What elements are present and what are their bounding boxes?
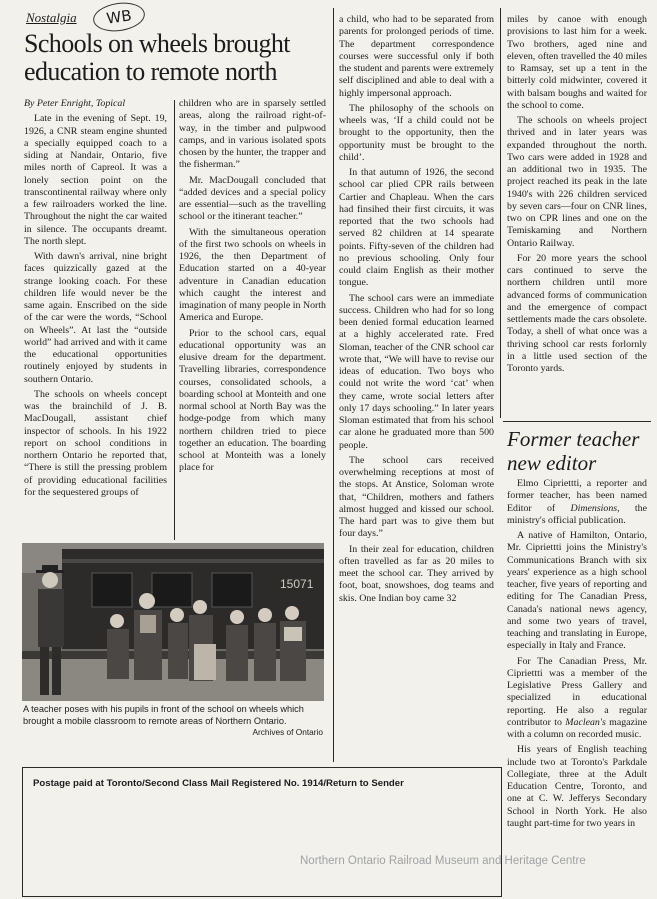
photo-credit: Archives of Ontario: [252, 727, 323, 738]
paragraph: children who are in sparsely settled areas, along the railroad right-of-way, in the timber and pulpwood camps, and in various isolated spots chosen by the hunter, the trapper and the fisherman.”: [179, 98, 326, 171]
paragraph: Mr. MacDougall concluded that “added devices and a special policy are essential—such as the travelling school or the itinerant teacher.”: [179, 174, 326, 223]
publication-name: Dimensions: [570, 502, 618, 514]
sidebar-column: [507, 478, 647, 833]
sidebar-headline: Former teacher new editor: [507, 427, 640, 475]
museum-watermark: Northern Ontario Railroad Museum and Heritage Centre: [300, 855, 586, 867]
paragraph: With the simultaneous operation of the first two schools on wheels in 1926, the then Department of Education started on a 40-year adventure in Canadian education which caught the interest and imagination of many people in North America and Europe.: [179, 226, 326, 324]
paragraph: For The Canadian Press, Mr. Cipriettti was a member of the Legislative Press Gallery and specialized in educational reporting. He also a regular contributor to Maclean's magazine with a column on recorded music.: [507, 655, 647, 740]
paragraph: The schools on wheels concept was the brainchild of J. B. MacDougall, assistant chief inspector of schools. In his 1922 report on school conditions in northern Ontario he reported that, “There is still the pressing problem of providing educational facilities for the sequestered groups of: [24, 388, 167, 498]
paragraph: Elmo Cipriettti, a reporter and former teacher, has been named Editor of Dimensions, the ministry's official publication.: [507, 478, 647, 526]
article-column-2: [179, 98, 326, 478]
magazine-name: Maclean's: [565, 716, 606, 728]
paragraph: The philosophy of the schools on wheels was, ‘If a child could not be brought to the opportunity, then the opportunity must be brought to the child’.: [339, 102, 494, 163]
column-rule: [333, 8, 334, 762]
paragraph: His years of English teaching include two at Toronto's Parkdale Collegiate, three at the Adult Education Centre, Toronto, and one at C. W. Jefferys Secondary School in North York. He also taught part-time for two years in: [507, 744, 647, 829]
paragraph: Late in the evening of Sept. 19, 1926, a CNR steam engine shunted a specially equipped coach to a siding at Nandair, Ontario, five miles north of Capreol. It was a lonely section point on the transcontinental railway where only a few railroaders worked the line. Throughout the night the car waited in silence. The occupants dreamt. The north slept.: [24, 113, 167, 247]
car-number: 15071: [280, 577, 314, 591]
paragraph: With dawn's arrival, nine bright faces quizzically gazed at the strange looking coach. For these children life would never be the same again. Enscribed on the side of the car were the words, “School on Wheels”. At last the “outside world” had arrived and with it came the educational opportunities routinely enjoyed by students in southern Ontario.: [24, 251, 167, 385]
handwritten-note: WB: [91, 0, 146, 34]
paragraph: The schools on wheels project thrived and in later years was expanded throughout the north. Two cars were added in 1928 and an additional two in 1935. The project reached its peak in the late 1940's with 226 children serviced by seven cars—four on CNR lines, two on CPR lines and one on the Temiskaming and Northern Ontario Railway.: [507, 115, 647, 249]
paragraph: The school cars received overwhelming receptions at most of the stops. At Anstice, Soloman wrote that, “Children, mothers and fathers almost hugged and kissed our school. The hard part was to give them but four days.”: [339, 454, 494, 540]
section-kicker: Nostalgia: [26, 10, 77, 25]
column-rule: [500, 8, 501, 418]
archival-photo: [22, 543, 324, 701]
paragraph: A native of Hamilton, Ontario, Mr. Cipriettti joins the Ministry's Communications Branch with six years' experience as a high school teacher, five years of reporting and editing for The Canadian Press, Canada's national news agency, and some two years of travel, teaching and translating in Europe, especially in Italy and France.: [507, 530, 647, 652]
byline: By Peter Enright, Topical: [24, 98, 126, 109]
sidebar-rule: [503, 421, 651, 422]
paragraph: The school cars were an immediate success. Children who had for so long been denied formal education learned at a highly accelerated rate. Fred Sloman, teacher of the CNR school car wrote that, “We will have to revise our ideas of education. Two boys who could not write the word ‘cat’ when they came, wrote social letters after only 17 days schooling.” In later years Sloman estimated that from his school car alone he graduated more than 500 people.: [339, 292, 494, 451]
paragraph: Prior to the school cars, equal educational opportunity was an elusive dream for the department. Travelling libraries, correspondence courses, consolidated schools, a boarding school at Monteith and one normal school at North Bay was the hodge-podge from which many northern children tried to piece together an education. The boarding school at Monteith was a lonely place for: [179, 327, 326, 474]
paragraph: In their zeal for education, children often travelled as far as 20 miles to meet the school car. They arrived by foot, boat, snowshoes, dog teams and skis. One Indian boy came 32: [339, 543, 494, 604]
column-rule: [174, 100, 175, 540]
article-column-1: [24, 98, 167, 502]
paragraph: a child, who had to be separated from parents for prolonged periods of time. The department correspondence courses were successful only if both the student and parents were extremely self disciplined and able to deal with a highly impersonal approach.: [339, 14, 494, 99]
article-column-4: [507, 14, 647, 378]
paragraph: miles by canoe with enough provisions to last him for a week. Two brothers, aged nine and eleven, often travelled the 40 miles to Ramsay, set up a tent in the bitterly cold midwinter, covered it with balsam boughs and waited for the school to come.: [507, 14, 647, 111]
paragraph: In that autumn of 1926, the second school car plied CPR rails between Cartier and Chapleau. When the cars had finsihed their first circuits, it was reported that the two schools had served 82 children at 14 spearate points. Fifty-seven of the children had no previous schooling. Only four could claim English as their mother tongue.: [339, 167, 494, 289]
paragraph: For 20 more years the school cars continued to serve the northern children until more advanced forms of communication and the emergence of compact settlements made the cars obsolete. Today, a shell of what once was a thriving school car rests forlornly in a little used section of the Toronto yards.: [507, 252, 647, 374]
article-column-3: [339, 14, 494, 608]
article-headline: Schools on wheels brought education to remote north: [24, 29, 290, 86]
postage-box: [22, 767, 502, 897]
postage-text: Postage paid at Toronto/Second Class Mail Registered No. 1914/Return to Sender: [33, 778, 404, 789]
photo-caption: [23, 704, 323, 739]
caption-text: A teacher poses with his pupils in front of the school on wheels which brought a mobile classroom to remote areas of Northern Ontario.: [23, 704, 304, 726]
